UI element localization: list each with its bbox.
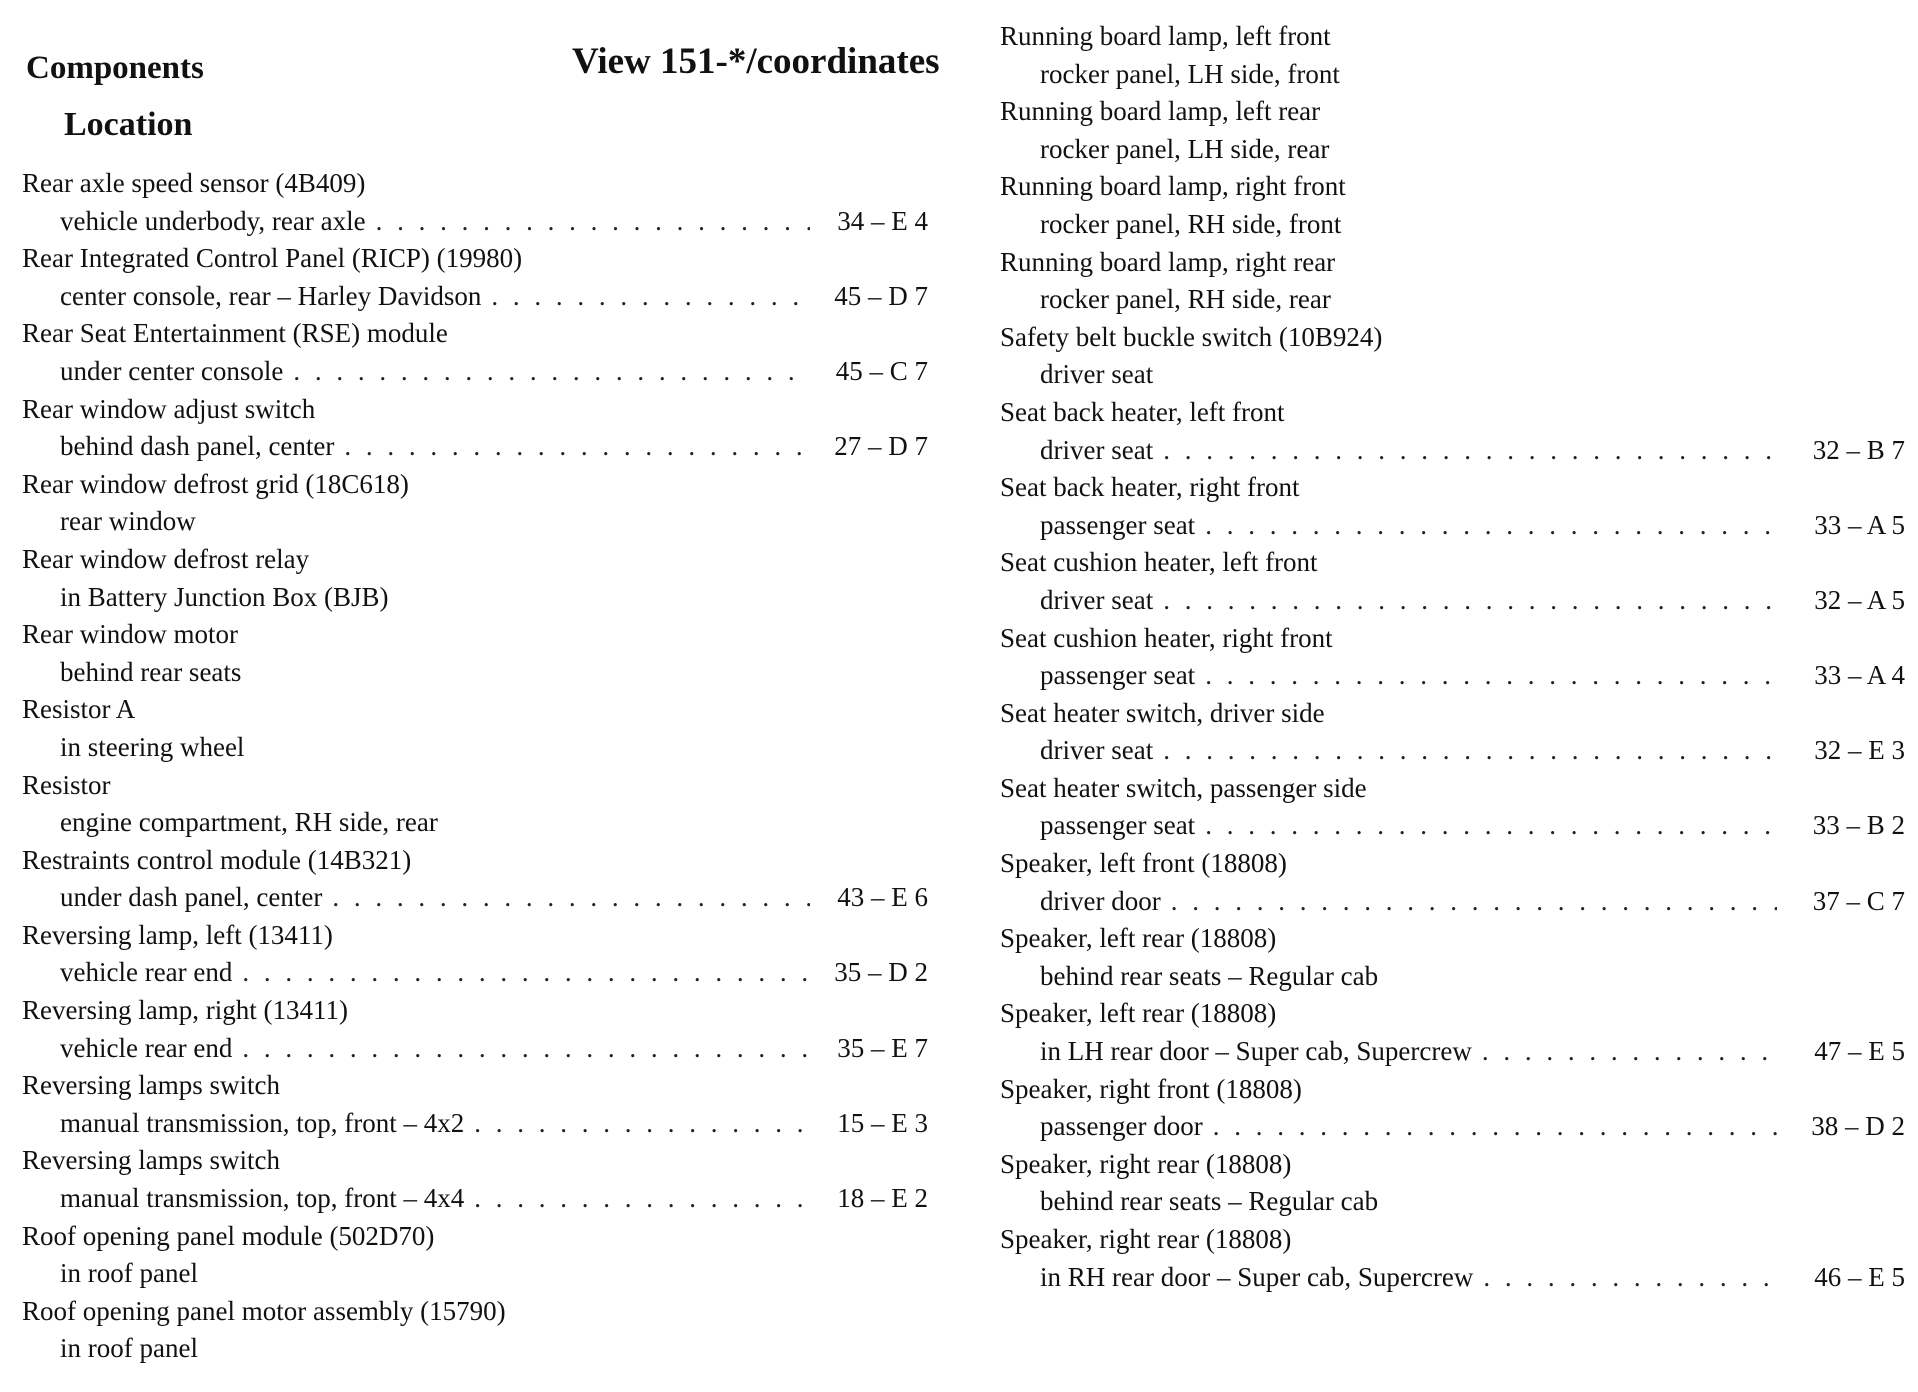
view-coordinate: 37 – C 7 xyxy=(1812,885,1905,916)
component-name: Speaker, right rear (18808) xyxy=(1000,1224,1292,1254)
component-location: in RH rear door – Super cab, Supercrew xyxy=(1040,1261,1474,1292)
component-location: in Battery Junction Box (BJB) xyxy=(60,581,389,612)
component-name: Running board lamp, left rear xyxy=(1000,96,1321,127)
view-coordinate: 45 – C 7 xyxy=(835,355,928,386)
view-coordinate: 34 – E 4 xyxy=(837,205,928,236)
component-location: driver seat xyxy=(1040,434,1154,465)
dot-leader xyxy=(1483,1259,1777,1297)
component-name: Roof opening panel module (502D70) xyxy=(22,1220,435,1251)
component-name: Running board lamp, right rear xyxy=(1000,246,1336,277)
dot-leader xyxy=(1205,657,1777,695)
component-name: Speaker, left front (18808) xyxy=(1000,848,1287,879)
component-location: under center console xyxy=(60,355,284,386)
view-coordinate: 15 – E 3 xyxy=(837,1107,928,1138)
component-location: rocker panel, LH side, rear xyxy=(1040,133,1330,164)
dot-leader xyxy=(376,203,810,241)
component-name: Reversing lamp, right (13411) xyxy=(22,995,348,1026)
component-name: Seat heater switch, passenger side xyxy=(1000,772,1367,803)
component-location-row xyxy=(0,278,980,316)
dot-leader xyxy=(1163,432,1777,470)
component-name: Seat cushion heater, right front xyxy=(1000,622,1333,653)
component-name: Reversing lamps switch xyxy=(22,1070,280,1101)
component-location: passenger seat xyxy=(1040,509,1196,540)
dot-leader xyxy=(1163,582,1777,620)
component-location-row xyxy=(0,1180,980,1218)
view-coordinate: 38 – D 2 xyxy=(1811,1111,1905,1142)
component-location: driver seat xyxy=(1040,584,1154,615)
view-coordinate: 32 – A 5 xyxy=(1814,584,1905,615)
dot-leader xyxy=(474,1105,810,1143)
component-location-row xyxy=(995,56,1915,94)
components-heading: Components xyxy=(26,50,204,86)
component-location-row xyxy=(995,432,1915,470)
view-coordinate: 47 – E 5 xyxy=(1814,1036,1905,1067)
view-coordinate: 18 – E 2 xyxy=(837,1183,928,1214)
component-location-row xyxy=(0,353,980,391)
component-location-row xyxy=(0,428,980,466)
dot-leader xyxy=(1213,1108,1777,1146)
component-location: driver door xyxy=(1040,885,1161,916)
view-coordinate: 32 – B 7 xyxy=(1812,434,1905,465)
view-coordinate: 33 – A 5 xyxy=(1814,509,1905,540)
view-coordinate: 46 – E 5 xyxy=(1814,1261,1905,1292)
component-name: Speaker, left rear (18808) xyxy=(1000,923,1277,954)
dot-leader xyxy=(474,1180,810,1218)
component-location-row xyxy=(0,879,980,917)
component-location: behind dash panel, center xyxy=(60,431,335,462)
component-location-row xyxy=(0,1255,980,1293)
component-name: Rear Integrated Control Panel (RICP) (19980) xyxy=(22,243,523,274)
right-component-list xyxy=(995,18,1915,1296)
component-location: in LH rear door – Super cab, Supercrew xyxy=(1040,1036,1472,1067)
dot-leader xyxy=(1205,807,1777,845)
component-location-row xyxy=(995,1183,1915,1221)
dot-leader xyxy=(1482,1033,1777,1071)
component-location-row xyxy=(995,883,1915,921)
view-coordinate: 43 – E 6 xyxy=(837,882,928,913)
component-location: rear window xyxy=(60,506,196,537)
component-location: in roof panel xyxy=(60,1258,198,1289)
component-name: Rear window motor xyxy=(22,619,238,650)
view-coordinate: 35 – E 7 xyxy=(837,1032,928,1063)
component-name: Seat cushion heater, left front xyxy=(1000,547,1318,578)
component-location: vehicle rear end xyxy=(60,1032,233,1063)
component-name: Speaker, right rear (18808) xyxy=(1000,1148,1292,1179)
component-location: rocker panel, RH side, rear xyxy=(1040,284,1331,315)
component-location-row xyxy=(0,1030,980,1068)
component-name: Resistor A xyxy=(22,694,136,725)
component-name: Speaker, left rear (18808) xyxy=(1000,998,1277,1029)
component-location-row xyxy=(995,507,1915,545)
dot-leader xyxy=(293,353,810,391)
component-location: center console, rear – Harley Davidson xyxy=(60,280,482,311)
dot-leader xyxy=(1171,883,1777,921)
component-name: Seat heater switch, driver side xyxy=(1000,697,1325,728)
component-location-row xyxy=(995,1033,1915,1071)
component-location: manual transmission, top, front – 4x4 xyxy=(60,1183,465,1214)
component-location: engine compartment, RH side, rear xyxy=(60,807,438,838)
component-location-row xyxy=(0,1105,980,1143)
dot-leader xyxy=(491,278,810,316)
component-location-row xyxy=(0,1330,980,1368)
dot-leader xyxy=(332,879,810,917)
dot-leader xyxy=(344,428,810,466)
component-location: driver seat xyxy=(1040,735,1154,766)
component-location-row xyxy=(0,579,980,617)
component-location: vehicle rear end xyxy=(60,957,233,988)
component-name: Rear window adjust switch xyxy=(22,393,316,424)
dot-leader xyxy=(242,1030,810,1068)
component-location-row xyxy=(995,732,1915,770)
component-location-row xyxy=(995,807,1915,845)
view-coordinates-heading: View 151-*/coordinates xyxy=(572,41,940,82)
component-location: in roof panel xyxy=(60,1333,198,1364)
component-location-row xyxy=(995,1259,1915,1297)
view-coordinate: 33 – A 4 xyxy=(1814,660,1905,691)
dot-leader xyxy=(1163,732,1777,770)
component-location-row xyxy=(995,582,1915,620)
component-name: Rear Seat Entertainment (RSE) module xyxy=(22,318,448,349)
component-location: passenger seat xyxy=(1040,660,1196,691)
component-name: Seat back heater, left front xyxy=(1000,396,1285,427)
component-location: behind rear seats xyxy=(60,656,242,687)
component-name: Seat back heater, right front xyxy=(1000,472,1300,503)
component-location: passenger door xyxy=(1040,1111,1203,1142)
component-location: behind rear seats – Regular cab xyxy=(1040,1186,1379,1217)
component-location: driver seat xyxy=(1040,359,1154,390)
component-location-row xyxy=(0,804,980,842)
component-location-row xyxy=(0,503,980,541)
component-location-row xyxy=(0,203,980,241)
component-location-row xyxy=(995,131,1915,169)
dot-leader xyxy=(242,954,810,992)
location-heading: Location xyxy=(64,106,193,143)
component-name: Rear window defrost relay xyxy=(22,543,310,574)
view-coordinate: 45 – D 7 xyxy=(834,280,928,311)
component-name: Reversing lamps switch xyxy=(22,1145,280,1176)
component-location-row xyxy=(995,206,1915,244)
dot-leader xyxy=(1205,507,1777,545)
component-name: Running board lamp, right front xyxy=(1000,171,1346,202)
component-name: Rear axle speed sensor (4B409) xyxy=(22,168,366,198)
component-location-row xyxy=(0,954,980,992)
component-name: Running board lamp, left front xyxy=(1000,21,1331,51)
view-coordinate: 35 – D 2 xyxy=(834,957,928,988)
component-location: manual transmission, top, front – 4x2 xyxy=(60,1107,465,1138)
component-location: vehicle underbody, rear axle xyxy=(60,205,366,236)
component-location-row xyxy=(995,356,1915,394)
view-coordinate: 33 – B 2 xyxy=(1812,810,1905,841)
component-name: Restraints control module (14B321) xyxy=(22,844,412,875)
component-name: Rear window defrost grid (18C618) xyxy=(22,468,409,499)
component-name: Resistor xyxy=(22,769,111,800)
component-name: Safety belt buckle switch (10B924) xyxy=(1000,321,1383,352)
component-name: Speaker, right front (18808) xyxy=(1000,1073,1302,1104)
component-location: rocker panel, RH side, front xyxy=(1040,208,1342,239)
component-location-row xyxy=(995,281,1915,319)
component-location: rocker panel, LH side, front xyxy=(1040,58,1340,89)
component-location: in steering wheel xyxy=(60,731,245,762)
component-name: Roof opening panel motor assembly (15790) xyxy=(22,1295,506,1326)
component-location-row xyxy=(995,958,1915,996)
component-location: passenger seat xyxy=(1040,810,1196,841)
left-component-list xyxy=(0,165,980,1368)
view-coordinate: 32 – E 3 xyxy=(1814,735,1905,766)
view-coordinate: 27 – D 7 xyxy=(834,431,928,462)
component-location-row xyxy=(0,654,980,692)
component-location: behind rear seats – Regular cab xyxy=(1040,960,1379,991)
component-location-row xyxy=(995,657,1915,695)
component-location-row xyxy=(0,729,980,767)
component-name: Reversing lamp, left (13411) xyxy=(22,919,333,950)
component-location: under dash panel, center xyxy=(60,882,323,913)
component-location-row xyxy=(995,1108,1915,1146)
